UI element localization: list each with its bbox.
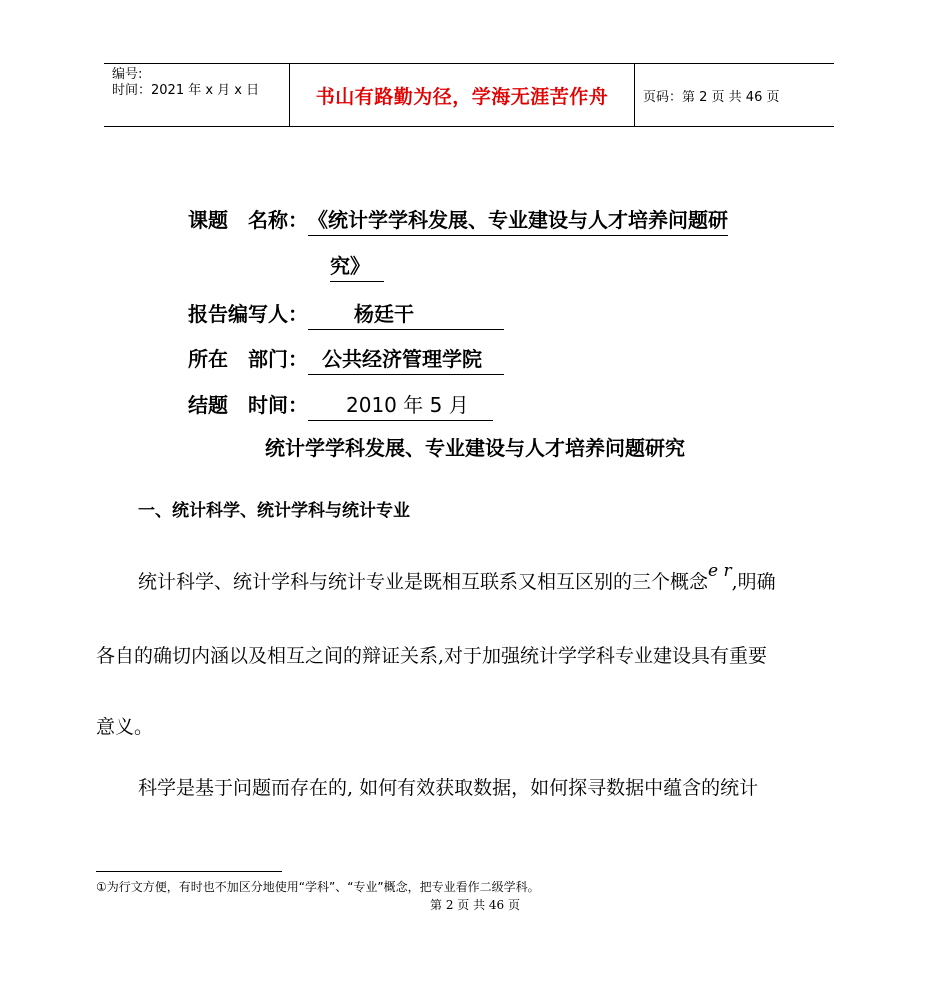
footnote-text: ①为行文方便，有时也不加区分地使用“学科”、“专业”概念，把专业看作二级学科。 — [96, 880, 540, 894]
paragraph-1-line-3: 意义。 — [96, 716, 154, 738]
topic-label: 课题 名称： — [188, 208, 308, 232]
serial-label: 编号: — [112, 67, 143, 82]
paragraph-1-line-2: 各自的确切内涵以及相互之间的辩证关系,对于加强统计学学科专业建设具有重要 — [96, 645, 768, 667]
date-row — [188, 389, 493, 421]
date-label: 结题 时间： — [188, 393, 308, 417]
dept-value: 公共经济管理学院 — [308, 343, 504, 375]
header-motto: 书山有路勤为径，学海无涯苦作舟 — [290, 64, 635, 126]
dept-label: 所在 部门： — [188, 347, 308, 371]
header-left-cell — [104, 64, 290, 126]
header-table — [104, 63, 834, 127]
dept-row — [188, 343, 504, 375]
date-value: 2010 年 5 月 — [308, 389, 493, 421]
header-page-info: 页码：第 2 页 共 46 页 — [643, 89, 780, 105]
author-label: 报告编写人： — [188, 302, 308, 326]
page-number: 第 2 页 共 46 页 — [430, 898, 520, 912]
footnote-divider — [96, 871, 282, 872]
p1-text-b: ,明确 — [731, 571, 776, 593]
author-row — [188, 298, 504, 330]
topic-value-line2: 究》 — [330, 250, 384, 282]
topic-value-line1: 《统计学学科发展、专业建设与人才培养问题研 — [308, 204, 728, 236]
topic-row — [188, 204, 728, 236]
author-value: 杨廷干 — [308, 298, 504, 330]
time-label: 时间：2021 年 x 月 x 日 — [112, 83, 260, 98]
p1-text-a: 统计科学、统计学科与统计专业是既相互联系又相互区别的三个概念 — [138, 571, 709, 593]
topic-row-2 — [330, 250, 384, 282]
paragraph-2-line-1: 科学是基于问题而存在的, 如何有效获取数据，如何探寻数据中蕴含的统计 — [138, 777, 759, 799]
paragraph-1-line-1 — [138, 561, 776, 594]
footnote-mark: e r — [708, 561, 732, 581]
section-heading: 一、统计科学、统计学科与统计专业 — [138, 501, 410, 521]
document-title: 统计学学科发展、专业建设与人才培养问题研究 — [265, 436, 685, 460]
